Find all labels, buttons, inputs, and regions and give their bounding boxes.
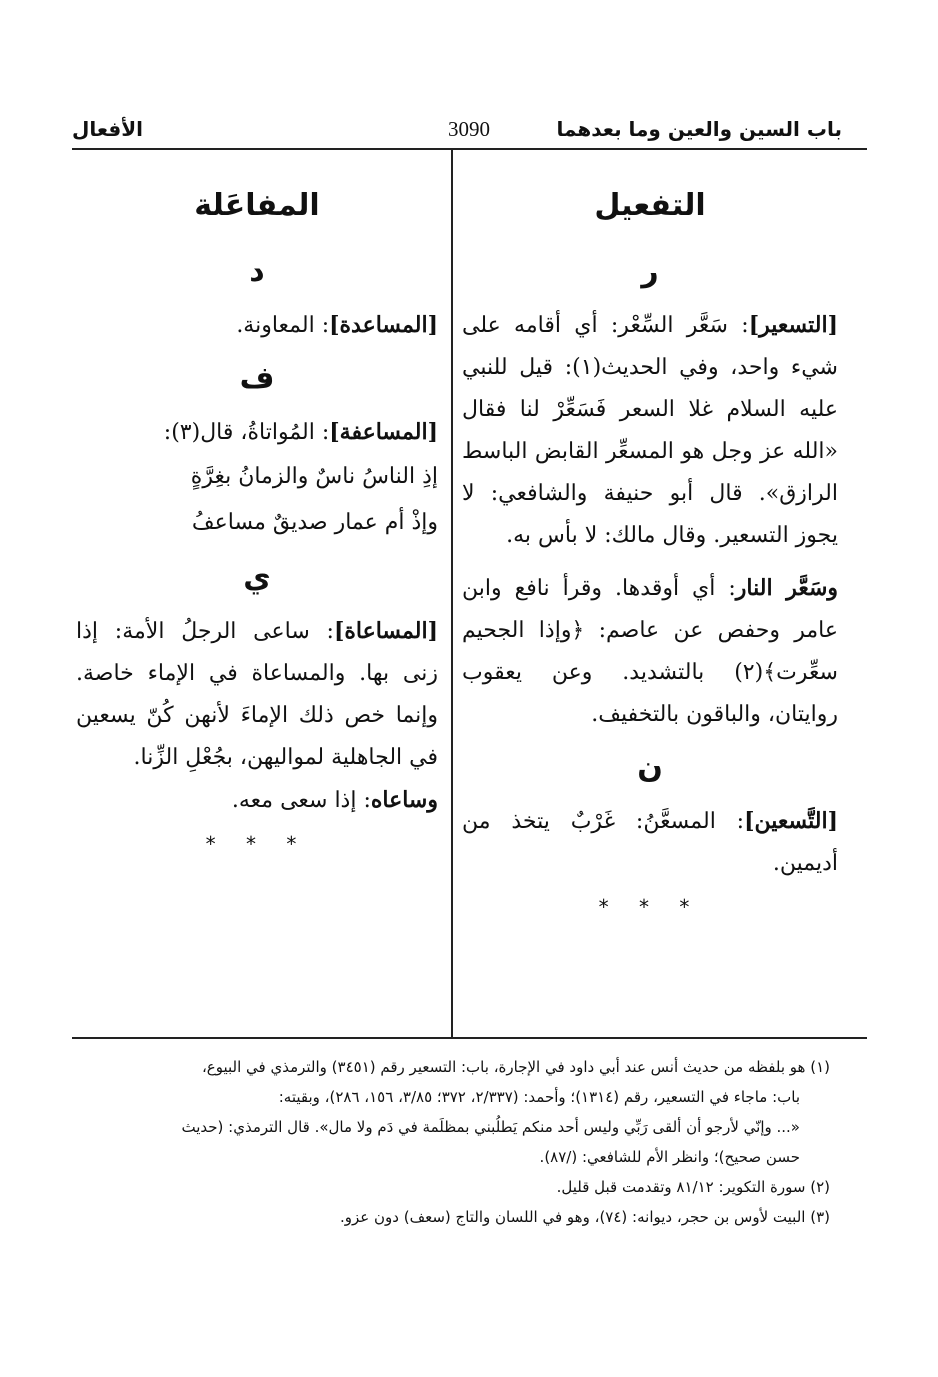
entry-text: : سَعَّر السِّعْر: أي أقامه على شيء واحد، وفي الحديث(١): قيل للنبي عليه السلام غلا السعر فَسَعِّرْ لنا فقال «الله عز وجل هو المسعِّر القابض الباسط الرازق». قال أبو حنيفة والشافعي: لا يجوز التسعير. وقال مالك: لا بأس به. [462,313,838,548]
entry-text: : المعاونة. [236,313,330,338]
entry-saar-nar [462,567,838,736]
footnotes [70,1052,830,1232]
right-column [462,172,838,929]
poem-verse-second: وإذْ أم عمار صديقٌ مساعفُ [191,510,438,535]
section-title-tafil: التفعيل [594,188,706,223]
entry-keyword: وسَعَّر النار [735,575,839,601]
section-header: الأفعال [72,117,143,141]
entry-text: : إذا سعى معه. [231,788,371,813]
entry-text: : المُواتاةُ، قال(٣): [163,420,330,445]
section-end-stars: * * * [598,895,702,919]
header-rule [72,148,867,150]
section-end-stars: * * * [205,832,309,856]
entry-saah [76,779,438,822]
entry-text: : المسعَّنُ: غَرْبٌ يتخذ من أديمين. [462,809,838,876]
entry-keyword: وساعاه [370,787,438,813]
entry-musaada [76,304,438,347]
entry-musaat [76,610,438,779]
chapter-header: باب السين والعين وما بعدهما [556,117,842,141]
entry-keyword: [التسعير] [748,312,838,338]
footnote-1-line-2: باب: ماجاء في التسعير، رقم (١٣١٤)؛ وأحمد: (٢/٣٣٧، ٣٧٢؛ ٣/٨٥، ١٥٦، ٢٨٦)، وبقيته: [278,1088,800,1106]
footnote-1: (١) هو بلفظه من حديث أنس عند أبي داود في الإجارة، باب: التسعير رقم (٣٤٥١) والترمذي في البيوع، [201,1058,830,1076]
footnote-rule [72,1037,867,1039]
letter-heading-r: ر [641,254,659,289]
entry-tasin [462,800,838,885]
section-title-mufaala: المفاعَلة [194,188,320,223]
page-number: 3090 [448,117,490,141]
letter-heading-y: ي [243,560,271,595]
letter-heading-f: ف [239,361,275,396]
column-divider [451,148,453,1037]
poem-verse-first: إذِ الناسُ ناسٌ والزمانُ بغِرَّةٍ [190,464,438,489]
letter-heading-n: ن [637,750,663,785]
letter-heading-d: د [249,254,265,289]
footnote-2: (٢) سورة التكوير: ٨١/١٢ وتقدمت قبل قليل. [556,1178,830,1196]
footnote-1-line-4: حسن صحيح)؛ وانظر الأم للشافعي: (/٨٧). [539,1148,800,1166]
left-column [76,172,438,866]
entry-keyword: [التَّسعين] [744,808,838,834]
entry-text: : أي أوقدها. وقرأ نافع وابن عامر وحفص عن عاصم: ﴿وإذا الجحيم سعِّرت﴾(٢) بالتشديد. وعن يعقوب روايتان، والباقون بالتخفيف. [462,576,838,727]
entry-tasir [462,304,838,557]
entry-text: : ساعى الرجلُ الأمة: إذا زنى بها. والمساعاة في الإماء خاصة. وإنما خص ذلك الإماءَ لأنهن كُنّ يسعين في الجاهلية لمواليهن، بجُعْلِ الزِّنا. [76,619,438,770]
footnote-3: (٣) البيت لأوس بن حجر، ديوانه: (٧٤)، وهو في اللسان والتاج (سعف) دون عزو. [340,1208,830,1226]
entry-musaafa [76,411,438,454]
entry-keyword: [المساعدة] [329,312,438,338]
entry-keyword: [المساعفة] [329,419,438,445]
footnote-1-line-3: «... وإنّي لأرجو أن ألقى رَبِّي وليس أحد منكم يَطلُبني بمظلَمة في دَم ولا مال». قال الترمذي: (حديث [181,1118,800,1136]
entry-keyword: [المساعاة] [333,618,438,644]
